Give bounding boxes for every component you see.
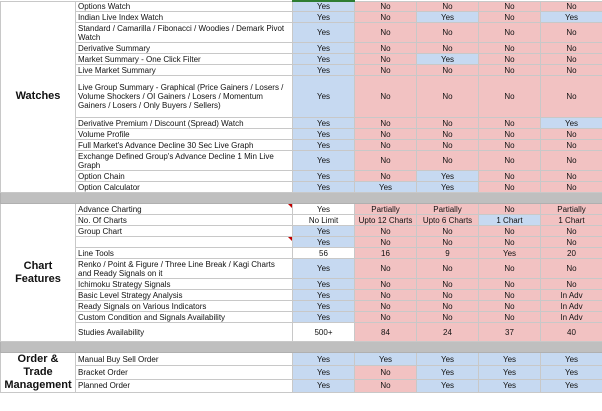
value-cell: No [355,259,417,279]
value-cell: Yes [293,23,355,43]
value-cell: Yes [293,226,355,237]
value-cell: Yes [541,379,602,392]
table-row [1,54,602,65]
table-row [1,65,602,76]
value-cell: No [417,140,479,151]
value-cell: Yes [293,12,355,23]
value-cell: 37 [479,323,541,342]
value-cell: Yes [293,312,355,323]
value-cell: No [417,1,479,12]
value-cell: No [479,290,541,301]
feature-name: Live Market Summary [76,65,293,76]
value-cell: No [355,290,417,301]
table-row [1,323,602,342]
feature-name: Live Group Summary - Graphical (Price Gainers / Losers / Volume Shockers / OI Gainers / Losers / Momentum Gainers / Losers / Only Buyers / Sellers) [76,76,293,118]
value-cell: Partially [541,204,602,215]
table-row [1,1,602,12]
feature-name: Standard / Camarilla / Fibonacci / Woodies / Demark Pivot Watch [76,23,293,43]
feature-name: Ready Signals on Various Indicators [76,301,293,312]
feature-name: Advance Charting [76,204,293,215]
feature-name: No. Of Charts [76,215,293,226]
value-cell: No [417,151,479,171]
value-cell: No [355,379,417,392]
value-cell: No [417,118,479,129]
table-row [1,12,602,23]
value-cell: Yes [479,379,541,392]
value-cell: No [479,259,541,279]
value-cell: No [479,140,541,151]
feature-name: Line Tools [76,248,293,259]
value-cell: No [479,129,541,140]
value-cell: Yes [293,151,355,171]
value-cell: Yes [541,12,602,23]
value-cell: Yes [417,353,479,366]
value-cell: Yes [293,259,355,279]
feature-name: Custom Condition and Signals Availability [76,312,293,323]
value-cell: No [541,76,602,118]
value-cell: No [355,23,417,43]
feature-name: Manual Buy Sell Order [76,353,293,366]
feature-name: Group Chart [76,226,293,237]
value-cell: Yes [417,182,479,193]
table-row [1,215,602,226]
value-cell: No [479,226,541,237]
value-cell: Yes [479,353,541,366]
feature-name: Planned Order [76,379,293,392]
value-cell: Yes [541,353,602,366]
value-cell: Yes [417,12,479,23]
value-cell: Upto 6 Charts [417,215,479,226]
comparison-table-body [1,1,602,393]
value-cell: No [541,65,602,76]
table-row [1,140,602,151]
table-row [1,43,602,54]
value-cell: No [479,65,541,76]
section-separator [1,193,602,204]
value-cell: No [417,237,479,248]
value-cell: Yes [293,366,355,379]
value-cell: No [417,312,479,323]
feature-name: Volume Profile [76,129,293,140]
value-cell: 84 [355,323,417,342]
value-cell: Yes [293,171,355,182]
table-row [1,151,602,171]
value-cell: 24 [417,323,479,342]
value-cell: No [479,151,541,171]
value-cell: No [355,312,417,323]
value-cell: No [541,237,602,248]
value-cell: 56 [293,248,355,259]
value-cell: Yes [293,237,355,248]
value-cell: Yes [293,1,355,12]
table-row [1,279,602,290]
value-cell: Yes [355,182,417,193]
table-row [1,259,602,279]
value-cell: No [479,54,541,65]
value-cell: No [541,1,602,12]
table-row [1,237,602,248]
value-cell: No [479,312,541,323]
value-cell: 9 [417,248,479,259]
category-label: Order & Trade Management [1,353,76,393]
value-cell: Yes [293,43,355,54]
feature-name: Bracket Order [76,366,293,379]
value-cell: No [541,226,602,237]
value-cell: No [479,182,541,193]
value-cell: No [417,259,479,279]
value-cell: No [417,43,479,54]
value-cell: Yes [293,279,355,290]
table-row [1,226,602,237]
value-cell: No [479,279,541,290]
table-row [1,248,602,259]
value-cell: Yes [293,76,355,118]
table-row [1,23,602,43]
feature-name: Exchange Defined Group's Advance Decline 1 Min Live Graph [76,151,293,171]
value-cell: No [479,301,541,312]
value-cell: No [541,171,602,182]
value-cell: No [355,129,417,140]
table-row [1,129,602,140]
feature-name: Option Chain [76,171,293,182]
feature-name: Derivative Premium / Discount (Spread) Watch [76,118,293,129]
value-cell: 20 [541,248,602,259]
feature-name: Studies Availability [76,323,293,342]
value-cell: Upto 12 Charts [355,215,417,226]
value-cell: No [355,43,417,54]
table-row [1,182,602,193]
value-cell: No [355,76,417,118]
feature-name: Ichimoku Strategy Signals [76,279,293,290]
table-row [1,379,602,392]
feature-name: Basic Level Strategy Analysis [76,290,293,301]
value-cell: No [417,23,479,43]
table-row [1,290,602,301]
value-cell: 1 Chart [541,215,602,226]
value-cell: No [541,54,602,65]
value-cell: No [479,1,541,12]
value-cell: No Limit [293,215,355,226]
value-cell: No [355,279,417,290]
value-cell: No [355,237,417,248]
value-cell: No [541,279,602,290]
value-cell: In Adv [541,301,602,312]
value-cell: No [355,118,417,129]
value-cell: No [541,151,602,171]
value-cell: Yes [355,353,417,366]
value-cell: Yes [293,204,355,215]
category-label: Chart Features [1,204,76,342]
value-cell: No [355,65,417,76]
value-cell: Yes [293,118,355,129]
value-cell: Yes [293,301,355,312]
value-cell: Partially [355,204,417,215]
value-cell: Yes [293,140,355,151]
value-cell: No [417,301,479,312]
value-cell: 500+ [293,323,355,342]
value-cell: Yes [293,290,355,301]
value-cell: Yes [479,366,541,379]
value-cell: No [355,171,417,182]
value-cell: No [541,23,602,43]
feature-name: Renko / Point & Figure / Three Line Break / Kagi Charts and Ready Signals on it [76,259,293,279]
value-cell: No [479,237,541,248]
feature-name: Market Summary - One Click Filter [76,54,293,65]
feature-name: Full Market's Advance Decline 30 Sec Live Graph [76,140,293,151]
value-cell: Yes [293,182,355,193]
value-cell: Yes [293,353,355,366]
value-cell: No [479,76,541,118]
value-cell: Yes [417,54,479,65]
value-cell: Yes [541,366,602,379]
separator-cell [1,342,602,353]
table-row [1,312,602,323]
table-row [1,204,602,215]
value-cell: Yes [293,54,355,65]
value-cell: No [541,140,602,151]
value-cell: No [355,226,417,237]
value-cell: Yes [479,248,541,259]
value-cell: No [479,43,541,54]
value-cell: No [417,290,479,301]
value-cell: No [417,76,479,118]
value-cell: No [541,259,602,279]
value-cell: No [355,1,417,12]
value-cell: No [479,23,541,43]
value-cell: No [355,366,417,379]
feature-name: Option Calculator [76,182,293,193]
value-cell: No [479,118,541,129]
feature-name: Indian Live Index Watch [76,12,293,23]
value-cell: 40 [541,323,602,342]
value-cell: No [541,129,602,140]
value-cell: No [355,140,417,151]
value-cell: No [417,129,479,140]
value-cell: No [541,43,602,54]
value-cell: Yes [293,129,355,140]
value-cell: No [479,204,541,215]
table-row [1,118,602,129]
value-cell: Yes [541,118,602,129]
value-cell: Yes [293,65,355,76]
value-cell: Partially [417,204,479,215]
feature-name [76,237,293,248]
table-row [1,171,602,182]
value-cell: No [417,226,479,237]
value-cell: Yes [417,379,479,392]
feature-name: Derivative Summary [76,43,293,54]
value-cell: Yes [417,366,479,379]
value-cell: No [355,301,417,312]
table-row [1,366,602,379]
value-cell: No [479,171,541,182]
table-row [1,76,602,118]
table-row [1,353,602,366]
value-cell: 1 Chart [479,215,541,226]
table-row [1,301,602,312]
value-cell: Yes [293,379,355,392]
value-cell: No [417,279,479,290]
value-cell: No [541,182,602,193]
value-cell: No [417,65,479,76]
value-cell: Yes [417,171,479,182]
feature-name: Options Watch [76,1,293,12]
category-label: Watches [1,1,76,193]
section-separator [1,342,602,353]
value-cell: In Adv [541,290,602,301]
value-cell: In Adv [541,312,602,323]
value-cell: No [355,151,417,171]
value-cell: No [355,54,417,65]
value-cell: No [479,12,541,23]
value-cell: 16 [355,248,417,259]
value-cell: No [355,12,417,23]
separator-cell [1,193,602,204]
